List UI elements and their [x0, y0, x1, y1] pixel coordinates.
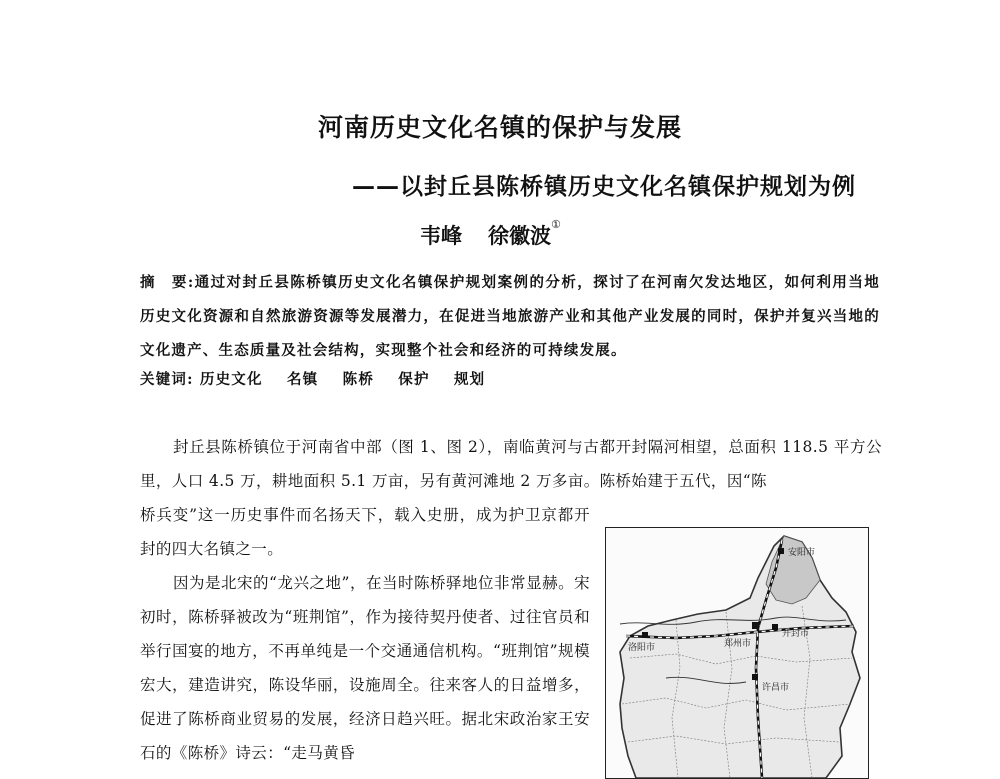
- map-label-luoyang: 洛阳市: [628, 643, 656, 653]
- keywords-label: 关键词:: [140, 371, 194, 388]
- body-paragraph-1: 封丘县陈桥镇位于河南省中部（图 1、图 2），南临黄河与古都开封隔河相望，总面积 118.5 平方公里，人口 4.5 万，耕地面积 5.1 万亩，另有黄河滩地 2 万多亩。陈桥始建于五代，因“陈: [140, 438, 882, 490]
- map-label-zhengzhou: 郑州市: [724, 639, 752, 649]
- keyword: 陈桥: [342, 371, 375, 388]
- province-outline: [620, 536, 860, 778]
- keywords: [140, 368, 503, 389]
- footnote-mark: ①: [551, 218, 561, 231]
- body-paragraph-2: 桥兵变”这一历史事件而名扬天下，载入史册，成为护卫京都开封的四大名镇之一。: [140, 506, 590, 558]
- city-marker: [778, 548, 784, 554]
- henan-map-figure: [605, 527, 869, 779]
- city-marker: [752, 674, 758, 680]
- city-marker: [642, 632, 648, 638]
- keyword: 保护: [398, 371, 430, 388]
- paper-subtitle: ——以封丘县陈桥镇历史文化名镇保护规划为例: [352, 174, 856, 200]
- abstract-text: 通过对封丘县陈桥镇历史文化名镇保护规划案例的分析，探讨了在河南欠发达地区，如何利用当地历史文化资源和自然旅游资源等发展潜力，在促进当地旅游产业和其他产业发展的同时，保护并复兴当地的文化遗产、生态质量及社会结构，实现整个社会和经济的可持续发展。: [140, 274, 880, 359]
- map-label-anyang: 安阳市: [788, 548, 816, 558]
- body-paragraph-3: 因为是北宋的“龙兴之地”，在当时陈桥驿地位非常显赫。宋初时，陈桥驿被改为“班荆馆”，作为接待契丹使者、过往官员和举行国宴的地方，不再单纯是一个交通通信机构。“班荆馆”规模宏大，建造讲究，陈设华丽，设施周全。往来客人的日益增多，促进了陈桥商业贸易的发展，经济日趋兴旺。据北宋政治家王安石的《陈桥》诗云：“走马黄昏: [140, 574, 590, 762]
- keyword: 历史文化: [199, 371, 263, 388]
- henan-map: [606, 528, 868, 778]
- paper-title: 河南历史文化名镇的保护与发展: [317, 113, 682, 142]
- author-second: 徐徽波: [488, 224, 551, 248]
- keyword: 名镇: [286, 371, 319, 388]
- map-label-kaifeng: 开封市: [782, 629, 810, 639]
- keyword: 规划: [453, 371, 486, 388]
- author-first: 韦峰: [420, 224, 462, 248]
- abstract-label: 摘 要:: [140, 274, 195, 291]
- city-marker: [772, 624, 778, 630]
- authors: [420, 220, 561, 250]
- city-marker: [752, 622, 759, 629]
- abstract: [140, 266, 880, 368]
- map-label-xuchang: 许昌市: [762, 683, 790, 693]
